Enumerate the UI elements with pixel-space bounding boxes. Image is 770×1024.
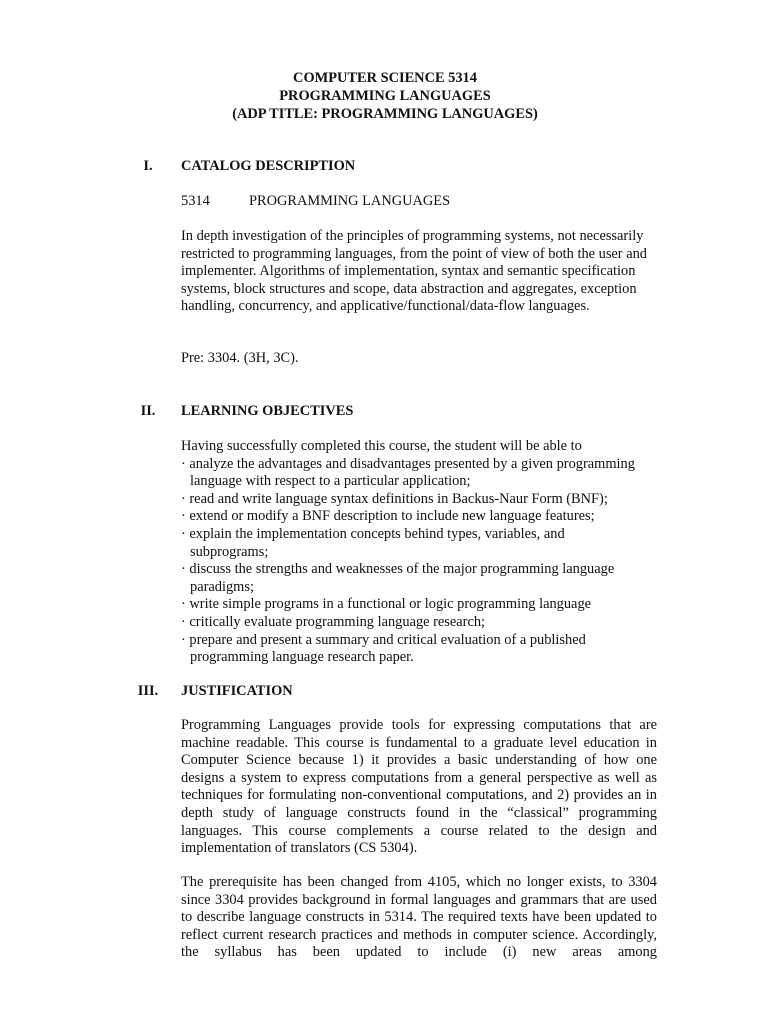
objective-item: · extend or modify a BNF description to include new language features; xyxy=(181,508,595,525)
prerequisite: Pre: 3304. (3H, 3C). xyxy=(181,350,299,366)
course-line xyxy=(181,193,451,211)
catalog-description: In depth investigation of the principles of programming systems, not necessarily restricted to programming languages, from the point of view of both the user and implementer. Algorithms of implementation, syntax and semantic specification systems, block structures and scope, data abstraction and aggregates, exception handling, concurrency, and applicative/functional/data-flow languages. xyxy=(181,228,647,315)
title-line-2: PROGRAMMING LANGUAGES xyxy=(279,87,491,104)
title-line-1: COMPUTER SCIENCE 5314 xyxy=(293,70,477,86)
objective-item: · read and write language syntax definitions in Backus-Naur Form (BNF); xyxy=(181,490,608,507)
justification-paragraph-1: Programming Languages provide tools for expressing computations that are machine readable. This course is fundamental to a graduate level education in Computer Science because 1) it provides a basic understanding of how one designs a system to express computations from a general perspective as well as techniques for formulating non-conventional computations, and 2) provides an in depth study of language constructs found in the “classical” programming languages. This course complements a course related to the design and implementation of translators (CS 5304). xyxy=(181,717,657,857)
title-line-3: (ADP TITLE: PROGRAMMING LANGUAGES) xyxy=(232,105,538,122)
section-2-numeral: II. xyxy=(140,403,156,419)
objective-item: · critically evaluate programming language research; xyxy=(181,613,486,630)
section-1-heading: CATALOG DESCRIPTION xyxy=(181,158,356,174)
objective-item-continued: programming language research paper. xyxy=(190,649,414,666)
document-title xyxy=(0,70,770,123)
objective-item: · analyze the advantages and disadvantages presented by a given programming xyxy=(181,455,635,472)
objectives-list xyxy=(181,438,657,667)
section-2-heading: LEARNING OBJECTIVES xyxy=(181,403,354,419)
section-3-numeral: III. xyxy=(137,683,159,699)
objectives-intro: Having successfully completed this course, the student will be able to xyxy=(181,438,582,454)
objective-item: · prepare and present a summary and critical evaluation of a published xyxy=(181,631,586,648)
section-1-numeral: I. xyxy=(143,158,153,174)
justification-paragraph-2: The prerequisite has been changed from 4105, which no longer exists, to 3304 since 3304 provides background in formal languages and grammars that are used to describe language constructs in 5314. The required texts have been updated to reflect current research practices and methods in computer science. Accordingly, the syllabus has been updated to include (i) new areas among xyxy=(181,874,657,961)
course-number: 5314 xyxy=(181,193,210,209)
section-3-heading: JUSTIFICATION xyxy=(181,683,293,699)
objective-item-continued: subprograms; xyxy=(190,543,269,560)
objective-item-continued: paradigms; xyxy=(190,578,254,595)
objective-item-continued: language with respect to a particular application; xyxy=(190,473,471,490)
objective-item: · write simple programs in a functional or logic programming language xyxy=(181,596,592,613)
objective-item: · explain the implementation concepts behind types, variables, and xyxy=(181,525,565,542)
course-title: PROGRAMMING LANGUAGES xyxy=(249,193,451,209)
objective-item: · discuss the strengths and weaknesses of the major programming language xyxy=(181,561,615,578)
